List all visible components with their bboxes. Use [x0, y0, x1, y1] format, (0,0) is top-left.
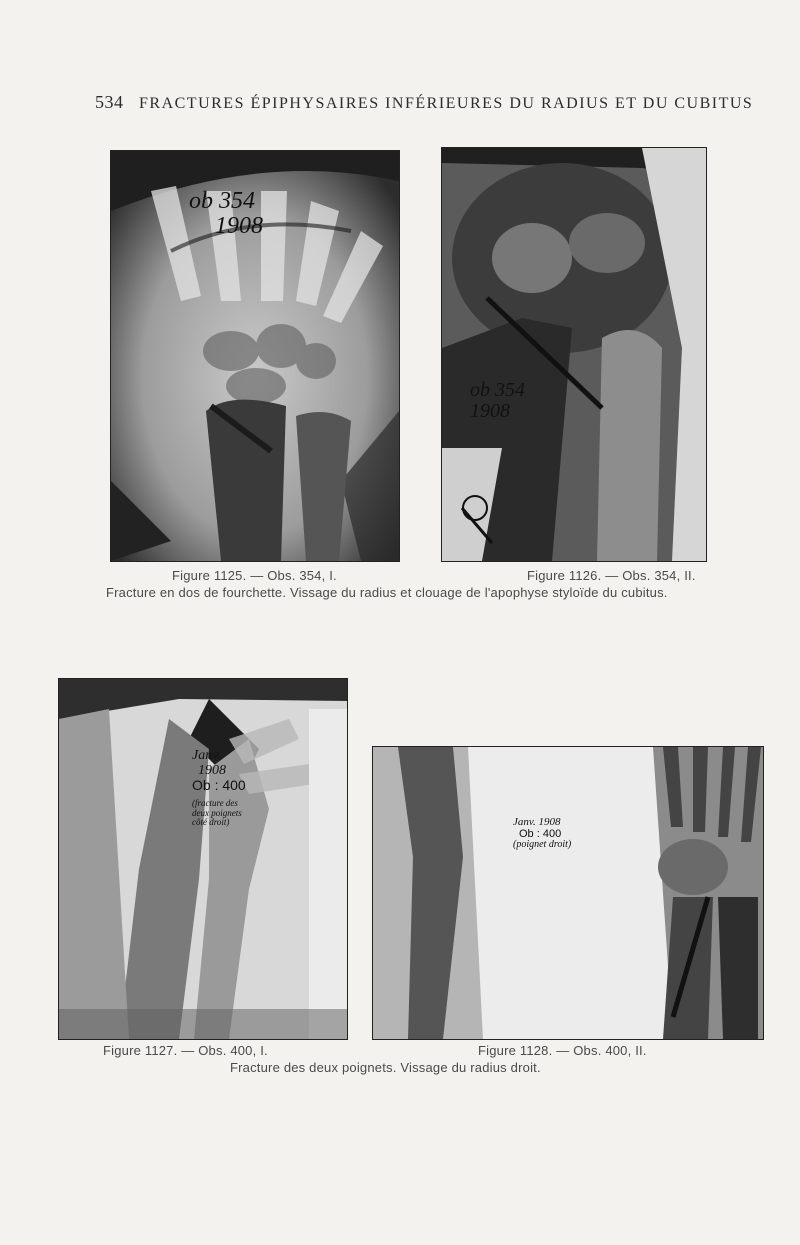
figure-1125-annotation-line: ob 354	[189, 188, 255, 214]
figure-1128-image	[373, 747, 763, 1039]
figure-1126-image	[442, 148, 706, 561]
figure-1128-annotation	[513, 817, 571, 851]
figure-1126-label: Figure 1126. — Obs. 354, II.	[527, 568, 696, 583]
figure-1127-annotation-line: deux poignets	[192, 807, 242, 818]
running-head	[95, 92, 753, 113]
figure-1126-annotation-line: ob 354	[470, 379, 525, 401]
caption-bottom-shared: Fracture des deux poignets. Vissage du radius droit.	[230, 1060, 541, 1075]
figure-1125-annotation	[189, 189, 263, 239]
figure-1126-annotation-line: 1908	[470, 400, 510, 422]
figure-1127-label: Figure 1127. — Obs. 400, I.	[103, 1043, 268, 1058]
figure-1127-radiograph	[58, 678, 348, 1040]
figure-1128-annotation-line: (poignet droit)	[513, 839, 572, 851]
figure-1127-annotation-line: Janv.	[192, 748, 221, 763]
figure-1125-label: Figure 1125. — Obs. 354, I.	[172, 568, 337, 583]
figure-1128-annotation-line: Ob : 400	[519, 827, 562, 840]
figure-1128-annotation-line: Janv. 1908	[513, 816, 561, 828]
figure-1125-radiograph	[110, 150, 400, 562]
running-title: FRACTURES ÉPIPHYSAIRES INFÉRIEURES DU RADIUS ET DU CUBITUS	[139, 95, 754, 112]
figure-1127-annotation-line: Ob : 400	[192, 777, 246, 794]
figure-1125-annotation-line: 1908	[215, 213, 263, 240]
figure-1127-annotation-line: côté droit)	[192, 816, 230, 827]
figure-1126-radiograph	[441, 147, 707, 562]
figure-1127-annotation-line: 1908	[198, 762, 226, 778]
figure-1127-image	[59, 679, 347, 1039]
caption-top-shared: Fracture en dos de fourchette. Vissage du radius et clouage de l'apophyse styloïde du cubitus.	[106, 585, 668, 600]
figure-1128-label: Figure 1128. — Obs. 400, II.	[478, 1043, 647, 1058]
figure-1128-radiograph	[372, 746, 764, 1040]
figure-1127-annotation-line: (fracture des	[192, 798, 238, 809]
figure-1127-annotation	[192, 749, 246, 827]
page-number: 534	[95, 92, 124, 112]
figure-1126-annotation	[470, 380, 525, 422]
